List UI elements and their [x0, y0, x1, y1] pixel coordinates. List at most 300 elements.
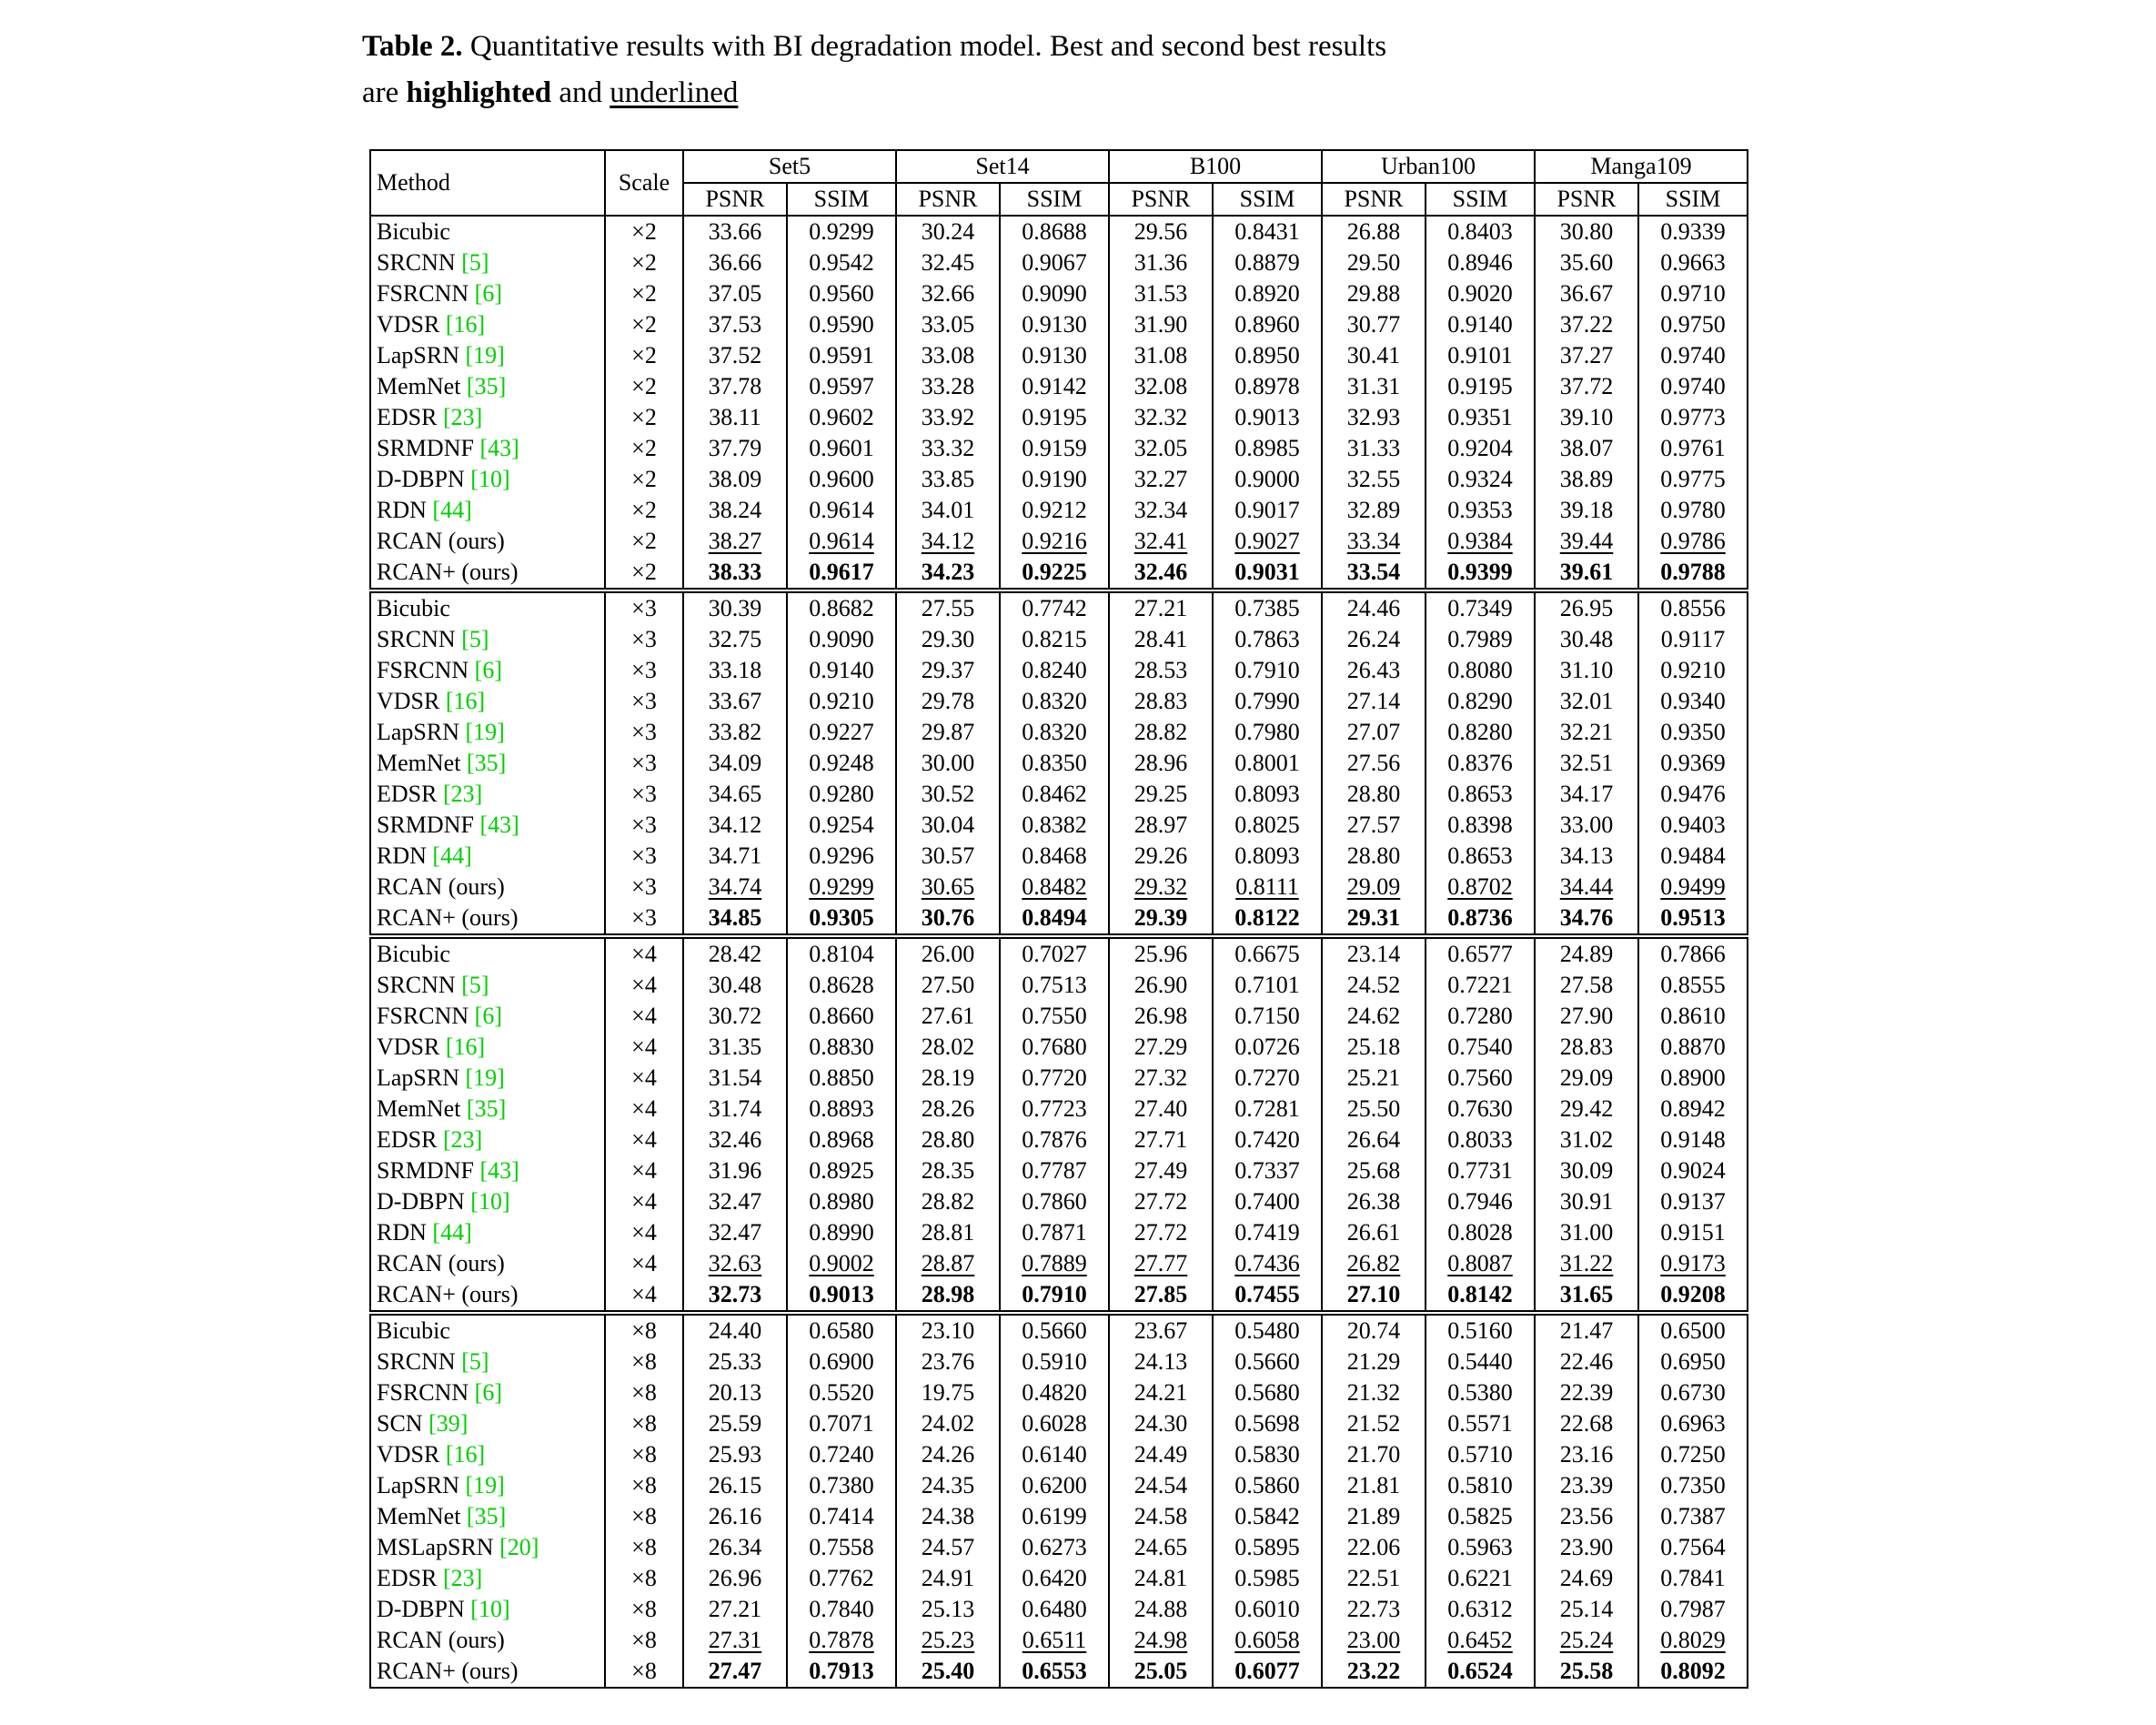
ssim-value: 0.7071 — [809, 1410, 874, 1438]
psnr-value: 27.56 — [1346, 750, 1401, 777]
ssim-value: 0.8215 — [1022, 626, 1087, 653]
psnr-cell — [1535, 1470, 1638, 1501]
psnr-value: 33.28 — [921, 373, 975, 400]
ssim-value: 0.9369 — [1660, 750, 1726, 777]
ssim-cell — [1000, 1094, 1109, 1125]
result-row — [370, 433, 1748, 464]
caption-text: are — [362, 76, 399, 110]
psnr-value: 26.43 — [1346, 657, 1401, 684]
result-row — [370, 624, 1748, 655]
ssim-value: 0.7221 — [1447, 972, 1513, 999]
psnr-value: 25.59 — [708, 1410, 762, 1438]
psnr-value: 39.18 — [1559, 497, 1614, 524]
ssim-cell — [1426, 717, 1535, 748]
ssim-cell — [1638, 1155, 1748, 1186]
method-cell — [370, 1563, 605, 1594]
ssim-value: 0.9602 — [809, 404, 874, 431]
ssim-cell — [1638, 1594, 1748, 1625]
psnr-value: 31.22 — [1559, 1250, 1614, 1277]
method-cell — [370, 1001, 605, 1032]
result-row — [370, 810, 1748, 841]
ssim-value: 0.9137 — [1660, 1188, 1726, 1216]
ssim-cell — [1000, 495, 1109, 526]
scale-cell: ×3 — [605, 903, 683, 936]
scale-cell: ×3 — [605, 717, 683, 748]
psnr-value: 31.53 — [1133, 280, 1188, 308]
ssim-cell — [787, 433, 896, 464]
psnr-cell — [1109, 810, 1213, 841]
scale-cell: ×2 — [605, 402, 683, 433]
method-label: FSRCNN — [377, 1003, 469, 1030]
psnr-cell — [1109, 872, 1213, 903]
psnr-cell — [683, 433, 787, 464]
ssim-cell — [1426, 936, 1535, 970]
ssim-cell — [1638, 590, 1748, 624]
ssim-cell — [787, 1248, 896, 1279]
ssim-value: 0.9296 — [809, 842, 874, 870]
ssim-value: 0.8610 — [1660, 1003, 1726, 1030]
method-cell — [370, 1501, 605, 1532]
method-cell — [370, 216, 605, 247]
psnr-cell — [1535, 526, 1638, 557]
ssim-value: 0.9740 — [1660, 342, 1726, 369]
ssim-value: 0.5680 — [1234, 1379, 1300, 1407]
method-label: SRCNN — [377, 626, 456, 653]
psnr-value: 20.74 — [1346, 1317, 1401, 1345]
psnr-value: 32.73 — [708, 1281, 762, 1308]
psnr-cell — [896, 1594, 1000, 1625]
ssim-cell — [1213, 1625, 1322, 1656]
ssim-cell — [787, 1217, 896, 1248]
ssim-cell — [1213, 717, 1322, 748]
psnr-value: 33.05 — [921, 311, 975, 338]
method-cell — [370, 624, 605, 655]
ssim-value: 0.8925 — [809, 1157, 874, 1185]
ssim-cell — [1638, 1279, 1748, 1313]
scale-cell: ×4 — [605, 1001, 683, 1032]
ssim-cell — [1638, 717, 1748, 748]
ssim-cell — [787, 1501, 896, 1532]
ssim-cell — [787, 247, 896, 278]
scale-cell: ×4 — [605, 936, 683, 970]
result-row — [370, 371, 1748, 402]
psnr-cell — [896, 903, 1000, 936]
ssim-cell — [787, 216, 896, 247]
method-cell — [370, 1594, 605, 1625]
ssim-cell — [1638, 810, 1748, 841]
ssim-cell — [1426, 433, 1535, 464]
result-row — [370, 278, 1748, 309]
psnr-cell — [683, 1656, 787, 1688]
psnr-cell — [1109, 526, 1213, 557]
ssim-value: 0.8028 — [1447, 1219, 1513, 1246]
ssim-cell — [1000, 1656, 1109, 1688]
ssim-cell — [1000, 1532, 1109, 1563]
ssim-cell — [1638, 1656, 1748, 1688]
scale-cell: ×3 — [605, 655, 683, 686]
citation-ref: [44] — [432, 842, 472, 870]
ssim-value: 0.8893 — [809, 1095, 874, 1123]
psnr-cell — [1535, 340, 1638, 371]
method-cell — [370, 717, 605, 748]
method-cell — [370, 1656, 605, 1688]
psnr-value: 27.90 — [1559, 1003, 1614, 1030]
psnr-value: 25.05 — [1133, 1658, 1188, 1685]
ssim-cell — [1426, 1063, 1535, 1094]
method-label: SRCNN — [377, 1348, 456, 1376]
citation-ref: [5] — [461, 249, 489, 277]
ssim-cell — [1638, 748, 1748, 779]
scale-cell: ×3 — [605, 872, 683, 903]
psnr-value: 26.16 — [708, 1503, 762, 1530]
ssim-cell — [1426, 557, 1535, 590]
psnr-cell — [896, 717, 1000, 748]
ssim-cell — [1638, 1532, 1748, 1563]
ssim-value: 0.9031 — [1234, 559, 1300, 586]
ssim-value: 0.7946 — [1447, 1188, 1513, 1216]
psnr-value: 24.89 — [1559, 941, 1614, 968]
result-row — [370, 1656, 1748, 1688]
psnr-cell — [1109, 1377, 1213, 1408]
ssim-value: 0.9140 — [809, 657, 874, 684]
ssim-value: 0.7980 — [1234, 719, 1300, 746]
ssim-value: 0.9002 — [809, 1250, 874, 1277]
ssim-value: 0.6580 — [809, 1317, 874, 1345]
psnr-cell — [1322, 1594, 1426, 1625]
psnr-cell — [1535, 1532, 1638, 1563]
ssim-value: 0.9591 — [809, 342, 874, 369]
ssim-cell — [1213, 655, 1322, 686]
psnr-cell — [1535, 841, 1638, 872]
ssim-cell — [1213, 590, 1322, 624]
psnr-value: 30.91 — [1559, 1188, 1614, 1216]
method-label: EDSR — [377, 1565, 438, 1592]
ssim-value: 0.7731 — [1447, 1157, 1513, 1185]
col-header-psnr: PSNR — [1322, 183, 1426, 216]
psnr-value: 23.14 — [1346, 941, 1401, 968]
psnr-value: 29.78 — [921, 688, 975, 715]
psnr-cell — [683, 1377, 787, 1408]
psnr-cell — [1535, 686, 1638, 717]
psnr-cell — [1322, 717, 1426, 748]
ssim-cell — [1000, 1470, 1109, 1501]
psnr-cell — [1322, 402, 1426, 433]
psnr-value: 30.65 — [921, 873, 975, 901]
psnr-cell — [683, 748, 787, 779]
ssim-cell — [1426, 1032, 1535, 1063]
col-header-psnr: PSNR — [896, 183, 1000, 216]
ssim-value: 0.8960 — [1234, 311, 1300, 338]
psnr-value: 37.27 — [1559, 342, 1614, 369]
citation-ref: [43] — [479, 812, 519, 839]
ssim-value: 0.5380 — [1447, 1379, 1513, 1407]
psnr-value: 30.39 — [708, 595, 762, 622]
psnr-value: 26.95 — [1559, 595, 1614, 622]
result-row — [370, 402, 1748, 433]
ssim-value: 0.8556 — [1660, 595, 1726, 622]
result-row — [370, 1439, 1748, 1470]
ssim-cell — [1638, 371, 1748, 402]
psnr-value: 24.58 — [1133, 1503, 1188, 1530]
ssim-cell — [1426, 402, 1535, 433]
psnr-value: 33.32 — [921, 435, 975, 462]
psnr-cell — [1109, 402, 1213, 433]
ssim-value: 0.9590 — [809, 311, 874, 338]
method-label: VDSR — [377, 311, 440, 338]
ssim-cell — [1213, 686, 1322, 717]
scale-cell: ×4 — [605, 1279, 683, 1313]
psnr-value: 24.81 — [1133, 1565, 1188, 1592]
psnr-value: 37.05 — [708, 280, 762, 308]
psnr-value: 32.66 — [921, 280, 975, 308]
psnr-value: 31.36 — [1133, 249, 1188, 277]
psnr-cell — [896, 1408, 1000, 1439]
psnr-cell — [683, 1063, 787, 1094]
ssim-value: 0.9173 — [1660, 1250, 1726, 1277]
ssim-cell — [1000, 717, 1109, 748]
ssim-value: 0.9212 — [1022, 497, 1087, 524]
psnr-value: 27.77 — [1133, 1250, 1188, 1277]
psnr-cell — [896, 1186, 1000, 1217]
psnr-value: 27.55 — [921, 595, 975, 622]
psnr-cell — [683, 1313, 787, 1347]
ssim-value: 0.7436 — [1234, 1250, 1300, 1277]
ssim-cell — [787, 1155, 896, 1186]
psnr-cell — [1535, 433, 1638, 464]
ssim-value: 0.7841 — [1660, 1565, 1726, 1592]
result-row — [370, 655, 1748, 686]
psnr-value: 37.79 — [708, 435, 762, 462]
psnr-cell — [1109, 216, 1213, 247]
ssim-value: 0.6480 — [1022, 1596, 1087, 1623]
ssim-cell — [787, 402, 896, 433]
psnr-value: 36.66 — [708, 249, 762, 277]
psnr-cell — [896, 1217, 1000, 1248]
method-label: Bicubic — [377, 218, 450, 246]
citation-ref: [10] — [470, 466, 510, 493]
ssim-cell — [787, 371, 896, 402]
ssim-cell — [1000, 1377, 1109, 1408]
psnr-cell — [1322, 1186, 1426, 1217]
ssim-cell — [1638, 779, 1748, 810]
psnr-value: 22.46 — [1559, 1348, 1614, 1376]
method-label: SRMDNF — [377, 435, 474, 462]
method-cell — [370, 810, 605, 841]
ssim-value: 0.9067 — [1022, 249, 1087, 277]
ssim-cell — [1638, 841, 1748, 872]
psnr-value: 29.32 — [1133, 873, 1188, 901]
ssim-cell — [1426, 216, 1535, 247]
method-cell — [370, 402, 605, 433]
result-row — [370, 1279, 1748, 1313]
ssim-value: 0.5160 — [1447, 1317, 1513, 1345]
ssim-cell — [1426, 841, 1535, 872]
psnr-value: 28.83 — [1559, 1034, 1614, 1061]
psnr-value: 33.85 — [921, 466, 975, 493]
citation-ref: [19] — [465, 1472, 505, 1499]
ssim-cell — [1213, 1063, 1322, 1094]
ssim-value: 0.7558 — [809, 1534, 874, 1561]
ssim-value: 0.7723 — [1022, 1095, 1087, 1123]
ssim-cell — [1213, 624, 1322, 655]
psnr-cell — [683, 278, 787, 309]
psnr-cell — [683, 247, 787, 278]
psnr-cell — [1535, 1563, 1638, 1594]
psnr-cell — [683, 936, 787, 970]
psnr-cell — [683, 590, 787, 624]
col-header-ssim: SSIM — [787, 183, 896, 216]
ssim-value: 0.5660 — [1022, 1317, 1087, 1345]
method-cell — [370, 1625, 605, 1656]
ssim-value: 0.8093 — [1234, 842, 1300, 870]
method-cell — [370, 748, 605, 779]
psnr-cell — [1322, 340, 1426, 371]
psnr-value: 30.48 — [708, 972, 762, 999]
psnr-cell — [1322, 526, 1426, 557]
psnr-cell — [683, 1470, 787, 1501]
method-label: RCAN+ (ours) — [377, 559, 519, 586]
scale-block-x4 — [370, 936, 1748, 1313]
ssim-cell — [1426, 464, 1535, 495]
method-cell — [370, 278, 605, 309]
ssim-value: 0.9020 — [1447, 280, 1513, 308]
ssim-cell — [1000, 1032, 1109, 1063]
psnr-value: 21.32 — [1346, 1379, 1401, 1407]
col-header-set5: Set5 — [683, 150, 896, 183]
ssim-cell — [1638, 1001, 1748, 1032]
psnr-cell — [1535, 936, 1638, 970]
psnr-cell — [896, 1563, 1000, 1594]
ssim-cell — [1638, 872, 1748, 903]
psnr-value: 30.24 — [921, 218, 975, 246]
ssim-cell — [1213, 216, 1322, 247]
ssim-cell — [787, 748, 896, 779]
psnr-cell — [1322, 1063, 1426, 1094]
ssim-value: 0.9324 — [1447, 466, 1513, 493]
psnr-value: 25.50 — [1346, 1095, 1401, 1123]
psnr-cell — [1322, 1625, 1426, 1656]
psnr-cell — [1535, 1001, 1638, 1032]
psnr-value: 28.87 — [921, 1250, 975, 1277]
ssim-cell — [787, 872, 896, 903]
ssim-cell — [1638, 1563, 1748, 1594]
ssim-value: 0.8879 — [1234, 249, 1300, 277]
psnr-value: 29.56 — [1133, 218, 1188, 246]
ssim-cell — [1638, 1248, 1748, 1279]
ssim-value: 0.9151 — [1660, 1219, 1726, 1246]
ssim-cell — [1213, 1594, 1322, 1625]
psnr-value: 37.52 — [708, 342, 762, 369]
ssim-value: 0.9090 — [1022, 280, 1087, 308]
ssim-cell — [1213, 247, 1322, 278]
psnr-value: 29.31 — [1346, 904, 1401, 932]
psnr-cell — [1535, 1279, 1638, 1313]
ssim-cell — [1426, 1408, 1535, 1439]
ssim-cell — [787, 1563, 896, 1594]
result-row — [370, 495, 1748, 526]
psnr-cell — [896, 655, 1000, 686]
ssim-cell — [1213, 1532, 1322, 1563]
psnr-value: 34.44 — [1559, 873, 1614, 901]
ssim-value: 0.8320 — [1022, 688, 1087, 715]
psnr-cell — [1535, 624, 1638, 655]
ssim-value: 0.8462 — [1022, 781, 1087, 808]
psnr-value: 32.21 — [1559, 719, 1614, 746]
ssim-value: 0.8850 — [809, 1064, 874, 1092]
psnr-cell — [1535, 717, 1638, 748]
psnr-value: 28.83 — [1133, 688, 1188, 715]
citation-ref: [23] — [442, 781, 483, 808]
result-row — [370, 1313, 1748, 1347]
psnr-value: 27.50 — [921, 972, 975, 999]
ssim-value: 0.9740 — [1660, 373, 1726, 400]
psnr-cell — [1109, 1594, 1213, 1625]
method-label: EDSR — [377, 404, 438, 431]
psnr-cell — [1535, 1032, 1638, 1063]
result-row — [370, 1470, 1748, 1501]
result-row — [370, 1347, 1748, 1377]
ssim-value: 0.7720 — [1022, 1064, 1087, 1092]
ssim-value: 0.6140 — [1022, 1441, 1087, 1468]
citation-ref: [6] — [474, 1003, 502, 1030]
ssim-value: 0.7871 — [1022, 1219, 1087, 1246]
method-label: Bicubic — [377, 941, 450, 968]
method-label: SRMDNF — [377, 812, 474, 839]
psnr-value: 28.96 — [1133, 750, 1188, 777]
psnr-value: 25.21 — [1346, 1064, 1401, 1092]
psnr-value: 24.69 — [1559, 1565, 1614, 1592]
result-row — [370, 1408, 1748, 1439]
method-cell — [370, 1532, 605, 1563]
citation-ref: [19] — [465, 1064, 505, 1092]
col-header-b100: B100 — [1109, 150, 1322, 183]
ssim-cell — [1000, 278, 1109, 309]
ssim-value: 0.9101 — [1447, 342, 1513, 369]
ssim-value: 0.7101 — [1234, 972, 1300, 999]
ssim-value: 0.7350 — [1660, 1472, 1726, 1499]
method-label: SRMDNF — [377, 1157, 474, 1185]
ssim-cell — [1213, 1408, 1322, 1439]
method-label: RCAN+ (ours) — [377, 1658, 519, 1685]
col-header-set14: Set14 — [896, 150, 1109, 183]
psnr-value: 24.02 — [921, 1410, 975, 1438]
psnr-cell — [1535, 557, 1638, 590]
psnr-value: 28.02 — [921, 1034, 975, 1061]
psnr-cell — [896, 526, 1000, 557]
psnr-value: 29.42 — [1559, 1095, 1614, 1123]
psnr-value: 29.09 — [1346, 873, 1401, 901]
ssim-value: 0.7400 — [1234, 1188, 1300, 1216]
ssim-cell — [1638, 903, 1748, 936]
psnr-value: 28.41 — [1133, 626, 1188, 653]
psnr-value: 30.00 — [921, 750, 975, 777]
ssim-cell — [1000, 247, 1109, 278]
ssim-cell — [1638, 1094, 1748, 1125]
citation-ref: [35] — [466, 1095, 507, 1123]
ssim-cell — [1638, 247, 1748, 278]
psnr-cell — [896, 748, 1000, 779]
method-label: FSRCNN — [377, 1379, 469, 1407]
result-row — [370, 1594, 1748, 1625]
citation-ref: [39] — [428, 1410, 468, 1438]
ssim-value: 0.9248 — [809, 750, 874, 777]
psnr-value: 29.50 — [1346, 249, 1401, 277]
psnr-cell — [1535, 495, 1638, 526]
psnr-cell — [1322, 1032, 1426, 1063]
psnr-cell — [1109, 1186, 1213, 1217]
psnr-value: 30.52 — [921, 781, 975, 808]
ssim-cell — [1213, 903, 1322, 936]
